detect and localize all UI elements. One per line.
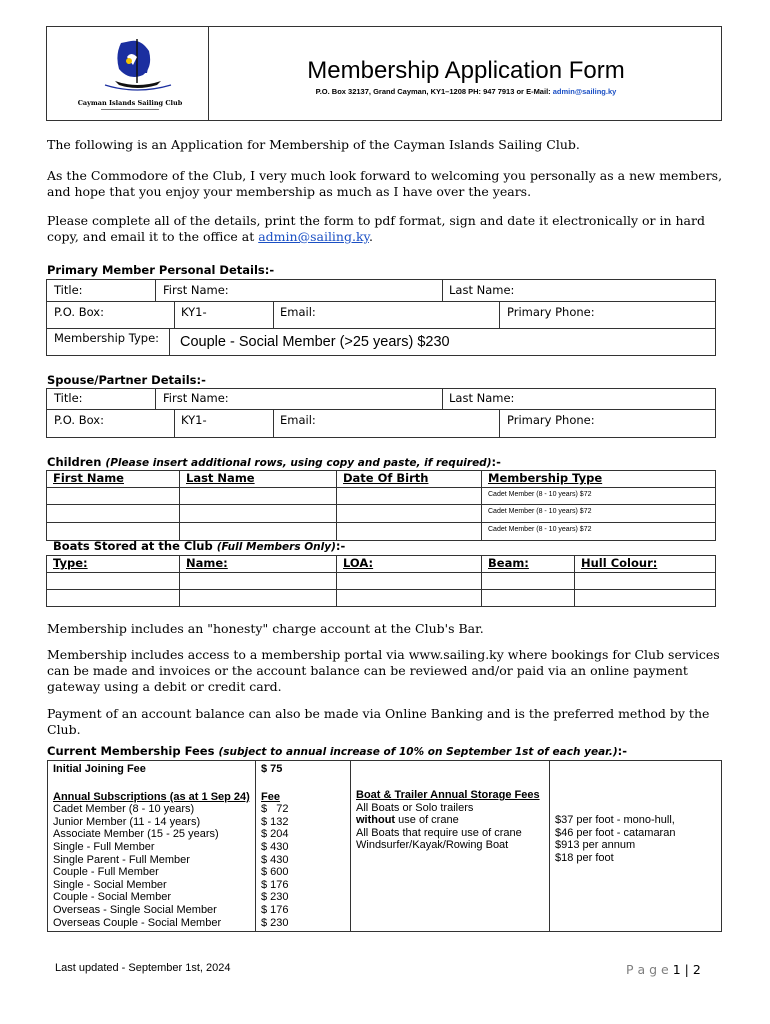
header-box: [46, 26, 722, 121]
membership-type-select[interactable]: Couple - Social Member (>25 years) $230: [170, 329, 550, 355]
storage-name-cell: [351, 761, 550, 932]
boats-col-hull-colour: Hull Colour:: [575, 556, 716, 573]
page-current: 1: [672, 962, 681, 977]
primary-email-label: Email:: [280, 305, 316, 319]
storage-heading: Boat & Trailer Annual Storage Fees: [356, 789, 540, 801]
page-total: 2: [692, 962, 701, 977]
header-email-link[interactable]: admin@sailing.ky: [552, 87, 617, 96]
boats-col-loa: LOA:: [337, 556, 482, 573]
fees-heading-note: (subject to annual increase of 10% on September 1st of each year.): [218, 746, 618, 758]
spouse-col-e: [499, 409, 500, 437]
storage-price-cell: [550, 761, 722, 932]
storage-item-3: All Boats that require use of crane: [356, 826, 522, 839]
spouse-col-b: [442, 389, 443, 409]
boats-table: [46, 555, 716, 607]
sub-name-2: Associate Member (15 - 25 years): [53, 828, 219, 841]
sub-fee-5: $ 600: [261, 866, 289, 879]
spouse-ky1-label: KY1-: [181, 413, 207, 427]
address-text: P.O. Box 32137, Grand Cayman, KY1–1208 PH: 947 7913 or E-Mail:: [315, 87, 553, 96]
boats-heading-suffix: :-: [335, 539, 346, 553]
child-3-membership-select[interactable]: Cadet Member (8 - 10 years) $72: [482, 523, 716, 541]
sub-name-1: Junior Member (11 - 14 years): [53, 815, 201, 828]
sub-name-3: Single - Full Member: [53, 840, 155, 853]
intro-p2: As the Commodore of the Club, I very much look forward to welcoming you personally as a new members, and hope that you enjoy your membership as much as I have over the years.: [47, 168, 723, 199]
sub-name-6: Single - Social Member: [53, 878, 167, 891]
fees-heading-text: Current Membership Fees: [47, 744, 219, 758]
spouse-col-d: [273, 409, 274, 437]
boats-heading-note: (Full Members Only): [216, 541, 336, 553]
joining-fee-value: $ 75: [261, 763, 283, 775]
boats-heading: [53, 539, 345, 553]
storage-item-2-bold: without: [356, 814, 396, 827]
last-updated: Last updated - September 1st, 2024: [55, 962, 231, 974]
storage-item-4: Windsurfer/Kayak/Rowing Boat: [356, 839, 509, 852]
intro-p3-suffix: .: [368, 229, 373, 244]
storage-price-2: $46 per foot - catamaran: [555, 826, 676, 839]
sub-fee-3: $ 430: [261, 840, 289, 853]
spouse-title-label: Title:: [54, 391, 83, 405]
primary-last-name-label: Last Name:: [449, 283, 515, 297]
boat-1-beam[interactable]: [482, 573, 575, 590]
child-1-dob[interactable]: [337, 488, 482, 505]
children-col-last-name: Last Name: [180, 471, 337, 488]
primary-table: [46, 279, 716, 356]
spouse-row-divider: [47, 409, 715, 410]
child-3-first-name[interactable]: [47, 523, 180, 541]
children-col-membership: Membership Type: [482, 471, 716, 488]
fees-table: [47, 760, 722, 932]
primary-ky1-label: KY1-: [181, 305, 207, 319]
sub-fee-4: $ 430: [261, 853, 289, 866]
spouse-col-c: [174, 409, 175, 437]
page-title: Membership Application Form: [307, 57, 625, 84]
spouse-col-a: [155, 389, 156, 409]
boats-col-beam: Beam:: [482, 556, 575, 573]
children-col-first-name: First Name: [47, 471, 180, 488]
child-2-first-name[interactable]: [47, 505, 180, 523]
sub-name-9: Overseas Couple - Social Member: [53, 916, 222, 929]
primary-col-b: [442, 280, 443, 301]
sub-fee-7: $ 230: [261, 891, 289, 904]
storage-price-3: $913 per annum: [555, 839, 636, 852]
child-1-last-name[interactable]: [180, 488, 337, 505]
storage-item-2: [356, 814, 544, 827]
page-number: [626, 962, 701, 977]
spouse-first-name-label: First Name:: [163, 391, 229, 405]
subscriptions-cell: [48, 778, 256, 932]
subscription-fees-cell: [256, 778, 351, 932]
sub-name-8: Overseas - Single Social Member: [53, 903, 217, 916]
sub-fee-8: $ 176: [261, 903, 289, 916]
club-logo: [71, 35, 189, 115]
primary-col-a: [155, 280, 156, 301]
boat-1-type[interactable]: [47, 573, 180, 590]
primary-row-divider-1: [47, 301, 715, 302]
spouse-last-name-label: Last Name:: [449, 391, 515, 405]
page-word: P a g e: [626, 962, 669, 977]
storage-price-4: $18 per foot: [555, 851, 614, 864]
child-3-last-name[interactable]: [180, 523, 337, 541]
intro-p1: The following is an Application for Membership of the Cayman Islands Sailing Club.: [47, 137, 580, 152]
primary-first-name-label: First Name:: [163, 283, 229, 297]
intro-p3: [47, 213, 727, 245]
info-p3: Payment of an account balance can also be made via Online Banking and is the preferred method by the Club.: [47, 706, 710, 737]
storage-item-1: All Boats or Solo trailers: [356, 801, 474, 814]
boat-2-beam[interactable]: [482, 590, 575, 607]
header-address: [209, 87, 723, 96]
primary-col-d: [273, 301, 274, 328]
child-2-dob[interactable]: [337, 505, 482, 523]
fees-heading-suffix: :-: [617, 744, 627, 758]
info-p2: Membership includes access to a membership portal via www.sailing.ky where bookings for Club services can be made and invoices or the account balance can be reviewed and/or paid via an online payment gateway using a debit or credit card.: [47, 647, 720, 694]
child-3-dob[interactable]: [337, 523, 482, 541]
boat-2-hull[interactable]: [575, 590, 716, 607]
sub-name-0: Cadet Member (8 - 10 years): [53, 803, 195, 816]
sub-fee-9: $ 230: [261, 916, 289, 929]
spouse-table: [46, 388, 716, 438]
primary-po-box-label: P.O. Box:: [54, 305, 104, 319]
joining-fee-label: Initial Joining Fee: [53, 763, 146, 775]
fees-heading: [47, 744, 627, 758]
sub-fee-6: $ 176: [261, 878, 289, 891]
sub-fee-1: $ 132: [261, 815, 289, 828]
sub-name-5: Couple - Full Member: [53, 866, 159, 879]
annual-subs-heading: Annual Subscriptions (as at 1 Sep 24): [53, 790, 250, 803]
fees-joining-cell: [48, 761, 256, 778]
boats-col-type: Type:: [47, 556, 180, 573]
boat-1-hull[interactable]: [575, 573, 716, 590]
primary-title-label: Title:: [54, 283, 83, 297]
spouse-phone-label: Primary Phone:: [507, 413, 595, 427]
children-heading-suffix: :-: [491, 455, 501, 469]
intro-p3-text: Please complete all of the details, print the form to pdf format, sign and date it electronically or in hard copy, and email it to the office at: [47, 213, 705, 244]
spouse-heading: Spouse/Partner Details:-: [47, 373, 206, 387]
boat-2-type[interactable]: [47, 590, 180, 607]
sub-fee-2: $ 204: [261, 828, 289, 841]
page-separator: |: [680, 962, 693, 977]
children-table: [46, 470, 716, 541]
children-heading-text: Children: [47, 455, 106, 469]
child-1-membership-select[interactable]: Cadet Member (8 - 10 years) $72: [482, 488, 716, 505]
membership-type-label: Membership Type:: [54, 331, 160, 345]
spouse-po-box-label: P.O. Box:: [54, 413, 104, 427]
fee-heading: Fee: [261, 790, 280, 803]
primary-col-c: [174, 301, 175, 328]
primary-col-e: [499, 301, 500, 328]
sub-name-7: Couple - Social Member: [53, 891, 171, 904]
storage-item-2-rest: use of crane: [395, 814, 459, 827]
boat-1-loa[interactable]: [337, 573, 482, 590]
boat-2-loa[interactable]: [337, 590, 482, 607]
boats-col-name: Name:: [180, 556, 337, 573]
sailboat-logo-icon: [71, 35, 189, 97]
sub-name-4: Single Parent - Full Member: [53, 853, 190, 866]
children-heading-note: (Please insert additional rows, using copy and paste, if required): [105, 457, 492, 469]
storage-price-1: $37 per foot - mono-hull,: [555, 814, 675, 826]
child-1-first-name[interactable]: [47, 488, 180, 505]
info-p1: Membership includes an "honesty" charge account at the Club's Bar.: [47, 621, 484, 636]
boat-1-name[interactable]: [180, 573, 337, 590]
primary-phone-label: Primary Phone:: [507, 305, 595, 319]
spouse-email-label: Email:: [280, 413, 316, 427]
fees-joining-value-cell: [256, 761, 351, 778]
boat-2-name[interactable]: [180, 590, 337, 607]
logo-text: Cayman Islands Sailing Club: [77, 99, 183, 107]
sub-fee-0: $ 72: [261, 803, 289, 816]
intro-email-link[interactable]: admin@sailing.ky: [258, 229, 369, 244]
child-2-last-name[interactable]: [180, 505, 337, 523]
primary-heading: Primary Member Personal Details:-: [47, 263, 275, 277]
child-2-membership-select[interactable]: Cadet Member (8 - 10 years) $72: [482, 505, 716, 523]
logo-subtext-rule: [101, 109, 159, 110]
children-heading: [47, 455, 501, 469]
children-col-dob: Date Of Birth: [337, 471, 482, 488]
boats-heading-text: Boats Stored at the Club: [53, 539, 217, 553]
